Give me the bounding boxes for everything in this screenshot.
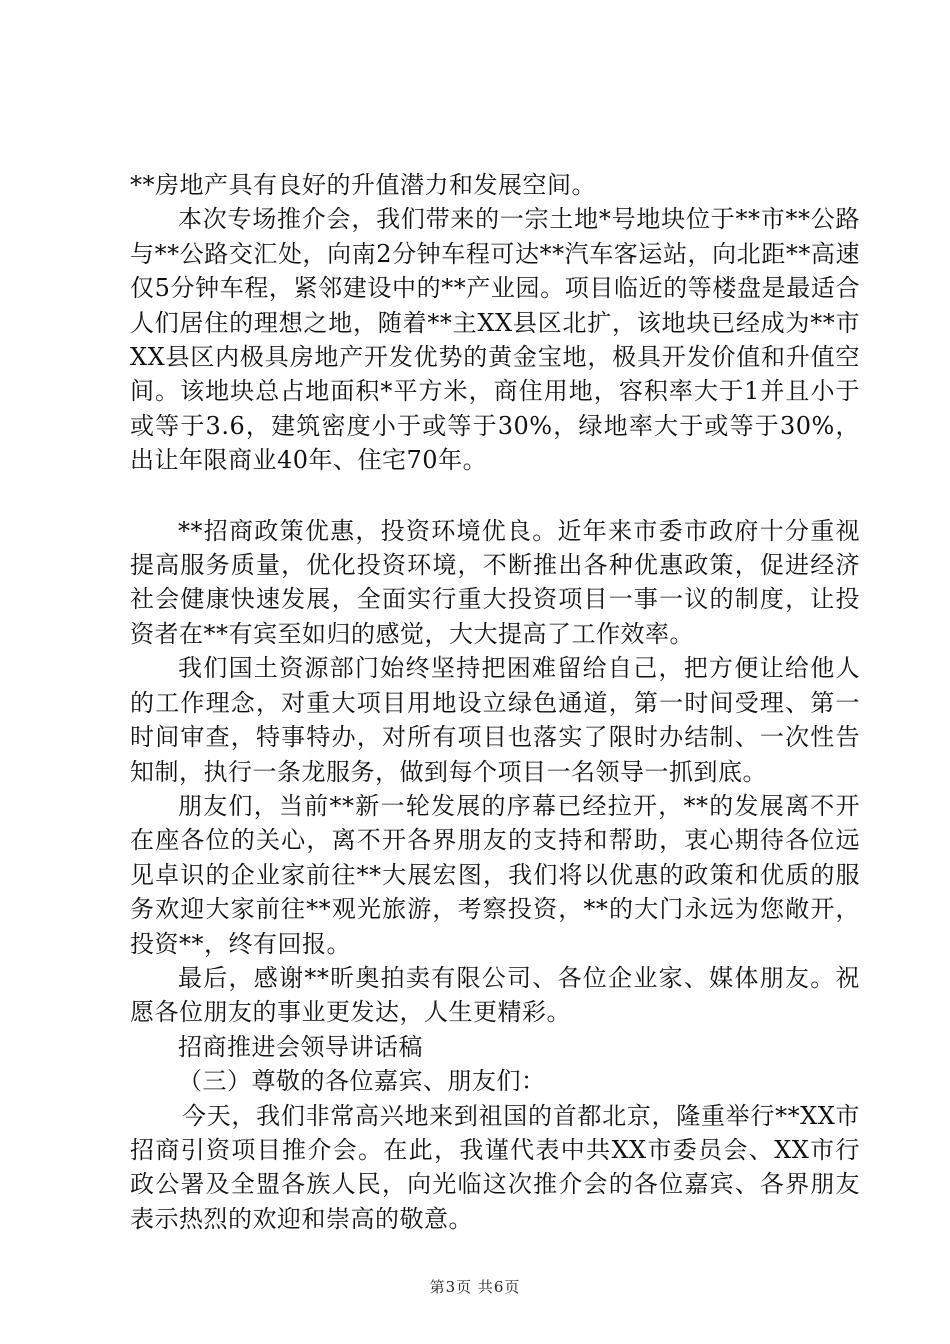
- page-number-footer: 第3页 共6页: [429, 1278, 521, 1296]
- section-title: 招商推进会领导讲话稿: [178, 1032, 423, 1061]
- paragraph-5: 朋友们，当前**新一轮发展的序幕已经拉开，**的发展离不开在座各位的关心，离不开各界朋友的支持和帮助，衷心期待各位远见卓识的企业家前往**大展宏图，我们将以优惠的政策和优质的服务欢迎大家前往**观光旅游，考察投资，**的大门永远为您敞开，投资**，终有回报。: [130, 791, 860, 958]
- paragraph-7: 今天，我们非常高兴地来到祖国的首都北京，隆重举行**XX市招商引资项目推介会。在此，我谨代表中共XX市委员会、XX市行政公署及全盟各族人民，向光临这次推介会的各位嘉宾、各界朋友表示热烈的欢迎和崇高的敬意。: [130, 1101, 860, 1233]
- paragraph-3: **招商政策优惠，投资环境优良。近年来市委市政府十分重视提高服务质量，优化投资环境，不断推出各种优惠政策，促进经济社会健康快速发展，全面实行重大投资项目一事一议的制度，让投资者在**有宾至如归的感觉，大大提高了工作效率。: [130, 516, 860, 648]
- salutation: （三）尊敬的各位嘉宾、朋友们：: [178, 1067, 546, 1096]
- paragraph-4: 我们国土资源部门始终坚持把困难留给自己，把方便让给他人的工作理念，对重大项目用地设立绿色通道，第一时间受理、第一时间审查，特事特办，对所有项目也落实了限时办结制、一次性告知制，执行一条龙服务，做到每个项目一名领导一抓到底。: [130, 654, 860, 786]
- paragraph-6: 最后，感谢**昕奥拍卖有限公司、各位企业家、媒体朋友。祝愿各位朋友的事业更发达，人生更精彩。: [130, 963, 860, 1027]
- paragraph-2: 本次专场推介会，我们带来的一宗土地*号地块位于**市**公路与**公路交汇处，向南2分钟车程可达**汽车客运站，向北距**高速仅5分钟车程，紧邻建设中的**产业园。项目临近的等楼盘是最适合人们居住的理想之地，随着**主XX县区北扩，该地块已经成为**市XX县区内极具房地产开发优势的黄金宝地，极具开发价值和升值空间。该地块总占地面积*平方米，商住用地，容积率大于1并且小于或等于3.6，建筑密度小于或等于30%，绿地率大于或等于30%，出让年限商业40年、住宅70年。: [130, 205, 860, 475]
- document-body: [130, 168, 860, 1236]
- paragraph-1: **房地产具有良好的升值潜力和发展空间。: [130, 171, 596, 199]
